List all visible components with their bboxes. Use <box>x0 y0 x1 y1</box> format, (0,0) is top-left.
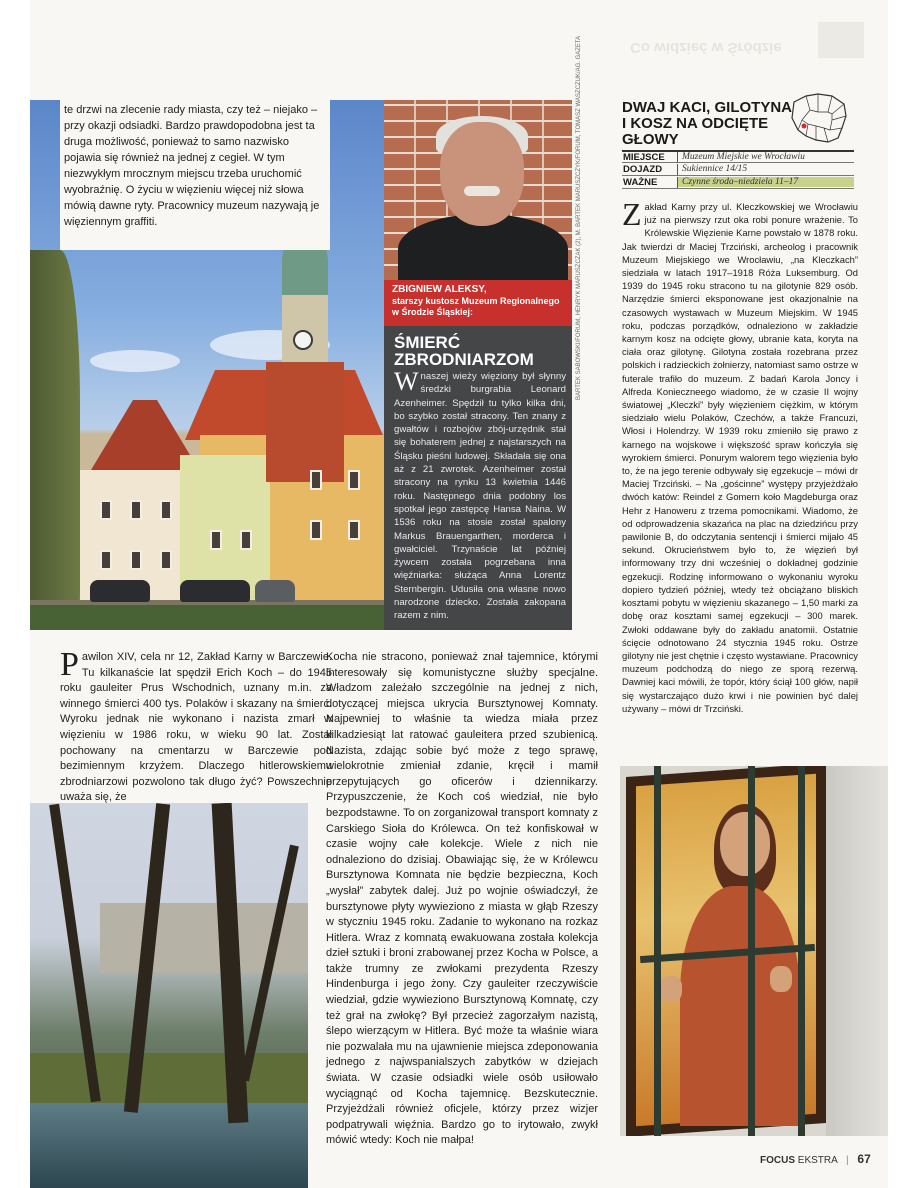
curator-role: starszy kustosz Muzeum Regionalnego w Środzie Śląskiej: <box>392 296 560 317</box>
quote-body <box>394 367 566 623</box>
info-value: Sukiennice 14/15 <box>682 164 748 174</box>
magazine-name-bold: FOCUS <box>760 1155 795 1166</box>
curator-portrait <box>384 100 572 280</box>
willow-tree <box>30 250 80 630</box>
info-table <box>622 150 854 189</box>
info-value-highlighted: Czynne środa–niedziela 11–17 <box>678 177 854 187</box>
info-key: WAŻNE <box>622 177 678 188</box>
quote-panel <box>384 100 572 630</box>
town-caption-text: te drzwi na zlecenie rady miasta, czy też – niejako – przy okazji odsiadki. Bardzo prawdopodobna jest ta druga możliwość, ponieważ to samo nazwisko pojawia się również na jednej z cegieł. W tym niezwykłym mrocznym miejscu trzeba uruchomić wyobraźnię. O życiu w więzieniu więcej niż słowa mówią dawne ryty. Pracownicy muzeum nazywają je więziennym graffiti. <box>60 100 330 250</box>
article-dropcap: P <box>60 646 79 683</box>
christ-painting-photo <box>620 766 888 1136</box>
magazine-page <box>30 0 888 1188</box>
ghost-header-text: Co widzieć w Śródzie <box>630 39 782 56</box>
sidebar-body <box>622 196 858 715</box>
page-footer <box>760 1152 871 1166</box>
article-column-2: Kocha nie stracono, ponieważ znał tajemnice, którymi interesowały się komunistyczne służby specjalne. Władzom zależało szczególnie na jednej z nich, dotyczącej miejsca ukrycia Bursztynowej Komnaty. Najpewniej to właśnie ta wiedza miała przez kilkadziesiąt lat ratować gauleitera przed szubienicą. Nazista, zdając sobie być może z tego sprawę, wielokrotnie zmieniał zdanie, kręcił i mamił przepytujących go oficerów i dziennikarzy. Przypuszczenie, że Koch coś wiedział, nie było bezpodstawne. To on zorganizował transport komnaty z Carskiego Sioła do Królewca. On też konfiskował w czasie wojny całe kolekcje. Wiele z nich nie odnaleziono do dzisiaj. Obawiając się, że w Królewcu Bursztynowa Komnata nie będzie bezpieczna, Koch „wysłał” zabytek dalej. Już po wojnie oświadczył, że bursztynowe płyty wywieziono z miasta w głąb Rzeszy w styczniu 1945 roku. Zadanie to wykonano na rozkaz Hitlera. Wraz z komnatą ewakuowana została kolekcja dzieł sztuki i broni zrabowanej przez Kocha w Polsce, a także trumny ze zwłokami prezydenta Rzeszy Hindenburga i jego żony. Czy gauleiter rzeczywiście wiedział, gdzie wywieziono Bursztynową Komnatę, czy też grał na zwłokę? Był przecież zagorzałym nazistą, ślepo wierzącym w Hitlera. Być może ta właśnie wiara nie pozwalała mu na ujawnienie miejsca zdeponowania jednego z najwspanialszych zabytków w dziejach świata. W czasie odsiadki wiele osób usiłowało wyciągnąć od Kocha tajemnicę. Bezskutecznie. Przyjeżdżali również oficjele, którzy przez wizjer podpatrywali więźnia. Bardzo go to irytowało, zwykł mówić wtedy: Koch nie małpa! <box>326 651 598 1147</box>
quote-heading: ŚMIERĆ ZBRODNIARZOM <box>394 333 534 369</box>
magazine-name: EKSTRA <box>797 1155 838 1166</box>
info-row-important <box>622 176 854 189</box>
clock-icon <box>293 330 313 350</box>
sidebar-dropcap: Z <box>622 196 642 232</box>
quote-body-text: naszej wieży więziony był słynny średzki burgrabia Leonard Azenheimer. Spędził tu tylko kilka dni, bo szybko został stracony. Ten znany z gwałtów i rozbojów zbój-urzędnik stał się bohaterem jednej z najstarszych na Śląsku pieśni ludowej. Składała się ona aż z 21 zwrotek. Azenheimer został stracony na rynku 13 kwietnia 1446 roku. Następnego dnia podobny los spotkał jego zastępcę Hansa Naina. W 1536 roku na stosie został spalony Markus Brauengarthen, morderca i gwałciciel. Trzynaście lat później żywcem została pogrzebana inna więźniarka: służąca Anna Lorentz Sternbergin. Udusiła ona własne nowo narodzone dziecko. Została zakopana razem z nim. <box>394 371 566 622</box>
info-row-access <box>622 163 854 176</box>
page-number: 67 <box>857 1152 871 1166</box>
info-key: MIEJSCE <box>622 152 678 163</box>
park-photo <box>30 803 308 1188</box>
poland-map-icon <box>788 90 850 146</box>
info-value: Muzeum Miejskie we Wrocławiu <box>682 152 805 162</box>
article-col1-text: awilon XIV, cela nr 12, Zakład Karny w Barczewie. Tu kilkanaście lat spędził Erich Koch – do 1945 roku gauleiter Prus Wschodnich, uznany m.in. za winnego śmierci 400 tys. Polaków i skazany na śmierć. Wyroku jednak nie wykonano i nazista zmarł w więzieniu w 1986 roku, w wieku 90 lat. Został pochowany na cmentarzu w Barczewie pod bezimiennym krzyżem. Dlaczego hitlerowskiemu zbrodniarzowi pozwolono tak długo żyć? Powszechnie uważa się, że <box>60 651 332 804</box>
info-row-place <box>622 150 854 163</box>
footer-separator: | <box>846 1155 849 1166</box>
curator-name: ZBIGNIEW ALEKSY, <box>392 284 487 295</box>
sidebar-title: DWAJ KACI, GILOTYNA I KOSZ NA ODCIĘTE GŁOWY <box>622 99 792 148</box>
sidebar-body-text: akład Karny przy ul. Kleczkowskiej we Wrocławiu już na pierwszy rzut oka robi ponure wrażenie. To Królewskie Więzienie Karne powstało w 1878 roku. Jak twierdzi dr Maciej Trzciński, archeolog i pracownik Muzeum Miejskiego we Wrocławiu, „na Kleczkach” siedziała w latach 1917–1918 Róża Luksemburg. Od 1939 do 1945 roku stracono tu na gilotynie 829 osób. Narzędzie śmierci eksponowane jest okazjonalnie na czasowych wystawach w Muzeum Miejskim. W 1945 roku, podczas porządków, odnaleziono w zakładzie karnym kosz na odcięte głowy, ubranie kata, koryta na ciała oraz gilotynę. Gilotyna została rozebrana przez polskich i radzieckich żołnierzy, natomiast samo ostrze w futerale trafiło do muzeum. Z badań Karola Joncy i Alfreda Konieczneego wiadomo, że w czasie II wojny światowej „Kleczki” były więzieniem ciężkim, w którym siedziało wielu Polaków, Czechów, a także Francuzi, Włosi i Holendrzy. W 1939 roku zmieniło się prawo z karnego na wojskowe i większość spraw kończyła się wyrokiem śmierci. Ponurym walorem tego więzienia było to, że na jego terenie odbywały się egzekucje – mówi dr Maciej Trzciński. – Na „gościnne” występy przyjeżdżało dwóch katów: Reindel z Gomern koło Magdeburga oraz Hehr z Hanoweru z trzema pomocnikami. Wiadomo, że od odprowadzenia skazańca na plac na dziedzińcu przy pawilonie B, do odczytania sentencji i śmierci mijało 45 sekund. Okrucieństwem było to, że więzień był informowany trzy dni wcześniej o dokładnej godzinie egzekucji. Rodzinę informowano o wykonaniu wyroku dopiero tydzień później, wtedy też obciążano bliskich kosztami pobytu w więzieniu skazanego – 1,50 marki za dobę oraz kosztami samej egzekucji – 300 marek. Zwłoki oddawane były do zakładu anatomii. Ostatnie ścięcie odnotowano 24 stycznia 1945 roku. Ostrze gilotyny nie jest chętnie i często wystawiane. Pracownicy muzeum podchodzą do niego ze sporą rezerwą. Dawniej kaci mówili, że topór, który ściął 100 głów, napił się wystarczająco dużo krwi i nie powinien być dalej używany – mówi dr Trzciński. <box>622 201 858 714</box>
curator-caption <box>384 280 572 326</box>
photo-credit: BARTEK SABOWSKI/FORUM, HENRYK MARUSZCZAK (2), M. BARTEK MARUSZCZYK/FORUM, TOMASZ WASZCZUK/AG. GAZETA <box>576 35 582 400</box>
quote-dropcap: W <box>394 367 419 396</box>
info-key: DOJAZD <box>622 164 678 175</box>
article-column-1 <box>60 646 332 806</box>
